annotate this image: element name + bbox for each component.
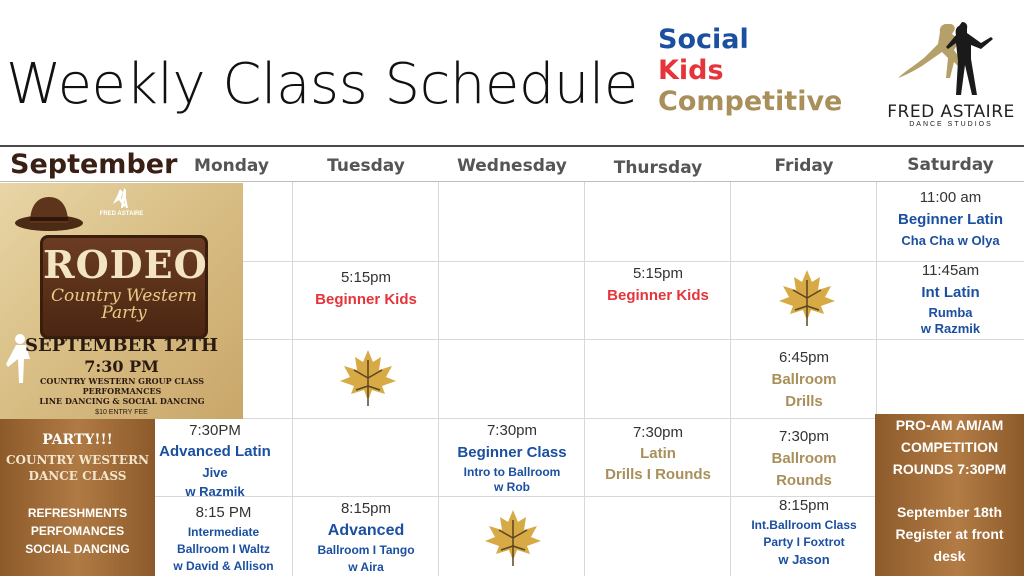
class-time: 8:15pm	[340, 500, 392, 517]
competition-line-6: desk	[933, 548, 966, 564]
class-time: 5:15pm	[632, 265, 684, 282]
class-name: Beginner Kids	[607, 286, 709, 304]
class-name-2: Ballroom I Waltz	[177, 541, 270, 556]
competition-line-5: Register at front	[895, 526, 1004, 542]
class-name-2: Party I Foxtrot	[763, 534, 845, 549]
class-name-2: Drills I Rounds	[605, 465, 711, 483]
poster-line-1: COUNTRY WESTERN GROUP CLASS	[40, 376, 204, 386]
competition-line-2: COMPETITION	[900, 439, 999, 455]
class-time: 11:45am	[921, 262, 980, 279]
class-name-1: Int.Ballroom Class	[751, 517, 857, 532]
month-label: September	[10, 149, 178, 180]
class-detail-2: w Aira	[348, 559, 384, 574]
class-detail: Cha Cha w Olya	[901, 232, 1000, 248]
class-name: Beginner Kids	[315, 290, 417, 308]
class-detail-1: Intro to Ballroom	[463, 464, 561, 479]
poster-brand: FRED ASTAIRE	[99, 211, 144, 217]
class-thu-515[interactable]	[585, 265, 731, 306]
class-name-1: Latin	[640, 444, 676, 462]
class-detail-1: Ballroom I Tango	[317, 542, 415, 557]
header-row-divider	[0, 181, 1024, 182]
competition-line-4: September 18th	[896, 504, 1003, 520]
party-item-2: PERFOMANCES	[30, 524, 125, 538]
class-time: 5:15pm	[340, 269, 392, 286]
class-name: Beginner Class	[457, 443, 567, 461]
maple-leaf-icon	[481, 506, 545, 570]
class-tue-515[interactable]	[293, 269, 439, 310]
party-banner	[0, 419, 155, 576]
competition-info	[875, 414, 1024, 480]
class-fri-645[interactable]	[731, 349, 877, 411]
party-item-1: REFRESHMENTS	[27, 506, 128, 520]
class-name-3: w Jason	[778, 551, 830, 567]
class-detail-2: w Rob	[494, 479, 530, 494]
class-time: 7:30pm	[486, 422, 538, 439]
class-time: 7:30PM	[189, 422, 241, 439]
class-thu-730[interactable]	[585, 424, 731, 484]
class-time: 6:45pm	[778, 349, 830, 366]
grid-line	[243, 339, 1024, 340]
class-name-2: Rounds	[776, 471, 832, 489]
maple-leaf-icon	[336, 346, 400, 410]
poster-title: RODEO	[43, 242, 208, 287]
day-wednesday: Wednesday	[457, 156, 567, 176]
class-time: 7:30pm	[632, 424, 684, 441]
poster-time: 7:30 PM	[84, 357, 159, 376]
class-wed-730[interactable]	[439, 422, 585, 495]
legend	[658, 24, 842, 117]
class-name-1: Ballroom	[771, 449, 837, 467]
class-name: Beginner Latin	[897, 210, 1003, 228]
grid-line	[584, 182, 585, 576]
class-name-1: Ballroom	[771, 370, 837, 388]
maple-leaf-icon	[775, 266, 839, 330]
competition-registration	[875, 501, 1024, 567]
competition-banner	[875, 414, 1024, 576]
class-detail-2: w Razmik	[920, 320, 981, 336]
poster-subtitle: Country Western Party	[51, 286, 197, 323]
competition-line-1: PRO-AM AM/AM	[895, 417, 1004, 433]
class-detail-2: w Razmik	[185, 483, 245, 499]
header-divider	[0, 145, 1024, 147]
class-detail-1: Rumba	[928, 304, 973, 320]
day-monday: Monday	[194, 156, 269, 176]
competition-line-3: ROUNDS 7:30PM	[892, 461, 1007, 477]
class-time: 8:15 PM	[195, 504, 252, 521]
party-items	[0, 504, 155, 558]
class-mon-730[interactable]	[155, 422, 275, 500]
class-name: Advanced	[327, 521, 405, 539]
day-thursday: Thursday	[613, 158, 703, 178]
legend-competitive: Competitive	[658, 86, 843, 117]
dancing-couple-icon	[110, 187, 134, 211]
class-time: 8:15pm	[778, 497, 830, 514]
day-saturday: Saturday	[907, 155, 994, 175]
grid-line	[155, 418, 875, 419]
poster-fee: $10 ENTRY FEE	[95, 409, 148, 416]
class-name: Advanced Latin	[159, 442, 271, 460]
rodeo-poster[interactable]	[0, 183, 243, 419]
class-time: 7:30pm	[778, 428, 830, 445]
day-friday: Friday	[774, 156, 834, 176]
class-tue-815[interactable]	[293, 500, 439, 575]
legend-social: Social	[658, 24, 749, 55]
party-sub-1: COUNTRY WESTERN	[5, 453, 150, 467]
class-name: Int Latin	[921, 283, 980, 301]
class-sat-1145[interactable]	[877, 262, 1024, 337]
party-heading: PARTY!!!	[42, 432, 113, 448]
logo-subtitle: DANCE STUDIOS	[909, 121, 993, 128]
poster-date: SEPTEMBER 12TH	[25, 335, 218, 356]
page-title: Weekly Class Schedule	[6, 52, 638, 117]
party-sub-2: DANCE CLASS	[28, 469, 127, 483]
day-tuesday: Tuesday	[327, 156, 405, 176]
class-mon-815[interactable]	[155, 504, 292, 574]
class-name-2: Drills	[785, 392, 823, 410]
poster-sign	[40, 235, 208, 339]
class-fri-730[interactable]	[731, 428, 877, 490]
poster-line-3: LINE DANCING & SOCIAL DANCING	[39, 396, 205, 406]
class-fri-815[interactable]	[731, 497, 877, 568]
class-time: 11:00 am	[919, 189, 982, 206]
party-item-3: SOCIAL DANCING	[25, 542, 130, 556]
legend-kids: Kids	[658, 55, 724, 86]
poster-line-2: PERFORMANCES	[82, 386, 162, 396]
class-sat-1100[interactable]	[877, 189, 1024, 249]
class-name-1: Intermediate	[187, 524, 260, 539]
logo-name: FRED ASTAIRE	[887, 102, 1015, 122]
class-name-3: w David & Allison	[173, 558, 274, 573]
class-detail-1: Jive	[202, 464, 228, 480]
party-subheading	[0, 452, 155, 484]
